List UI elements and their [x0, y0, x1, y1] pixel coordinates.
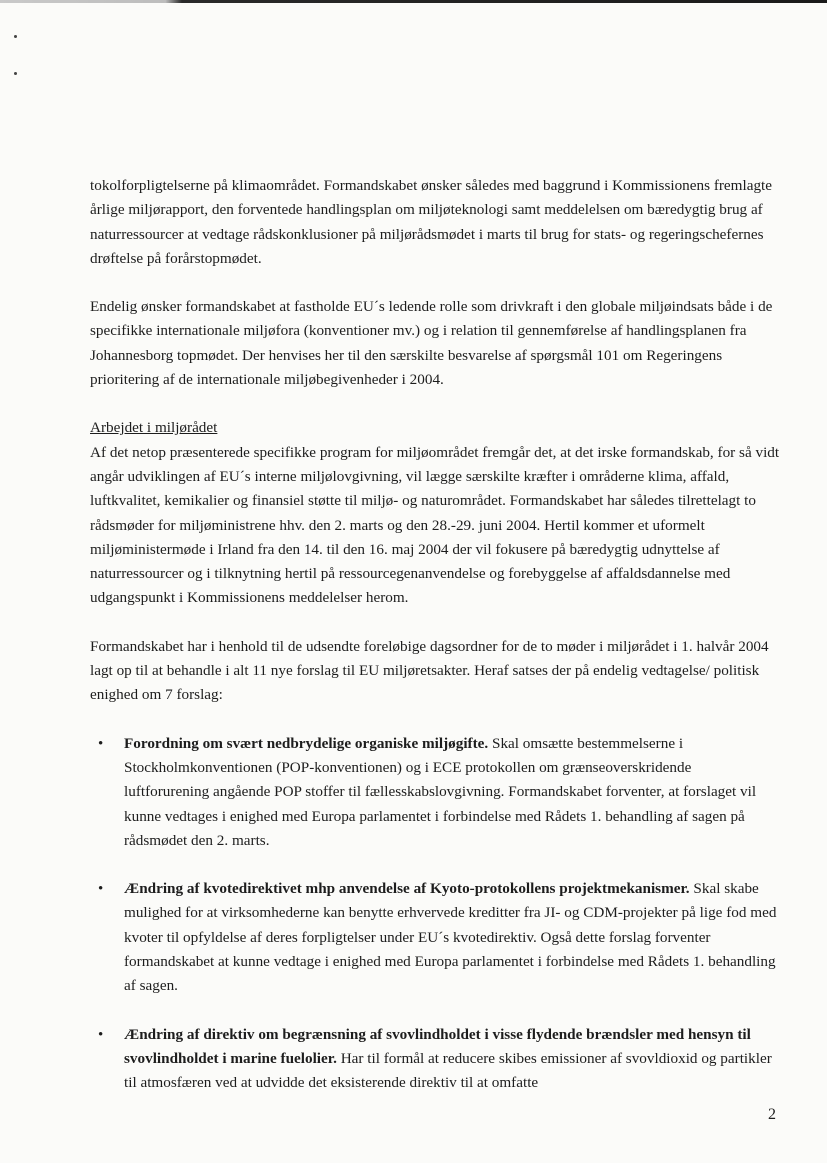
- section-intro: Formandskabet har i henhold til de udsendte foreløbige dagsordner for de to møder i miljørådet i 1. halvår 2004 lagt op til at behandle i alt 11 nye forslag til EU miljøretsakter. Heraf satses der på endelig vedtagelse/ politisk enighed om 7 forslag:: [90, 637, 769, 704]
- list-item-text: Skal omsætte bestemmelserne i Stockholmkonventionen (POP-konventionen) og i ECE protokollen om grænseoverskridende luftforurening angående POP stoffer til fællesskabslovgivning. Formandskabet forventer, at forslaget vil kunne vedtages i enighed med Europa parlamentet i forbindelse med Rådets 1. behandling af sagen på rådsmødet den 2. marts.: [124, 734, 757, 849]
- list-item-title: Ændring af kvotedirektivet mhp anvendelse af Kyoto-protokollens projektmekanismer.: [124, 880, 690, 898]
- scan-top-edge: [0, 0, 827, 3]
- list-item-title: Ændring af direktiv om begrænsning af svovlindholdet i visse flydende brændsler med hensyn til svovlindholdet i marine fuelolier.: [124, 1025, 751, 1067]
- paragraph-1: tokolforpligtelserne på klimaområdet. Formandskabet ønsker således med baggrund i Kommissionens fremlagte årlige miljørapport, den forventede handlingsplan om miljøteknologi samt meddelelsen om bæredygtig brug af naturressourcer at vedtage rådskonklusioner på miljørådsmødet i marts til brug for stats- og regeringschefernes drøftelse på forårstopmødet.: [90, 177, 773, 267]
- section-heading: Arbejdet i miljørådet: [90, 419, 218, 437]
- scan-speck: [14, 35, 17, 38]
- page-number: 2: [768, 1106, 776, 1123]
- section-body: Af det netop præsenterede specifikke program for miljøområdet fremgår det, at det irske formandskab, for så vidt angår udviklingen af EU´s interne miljølovgivning, vil lægge særskilte kræfter i områderne klima, affald, luftkvalitet, kemikalier og finansiel støtte til miljø- og naturområdet. Formandskabet har således tilrettelagt to rådsmøder for miljøministrene hhv. den 2. marts og den 28.-29. juni 2004. Hertil kommer et uformelt miljøministermøde i Irland fra den 14. til den 16. maj 2004 der vil fokusere på bæredygtig udnyttelse af naturressourcer og i tilknytning hertil på ressourcegenanvendelse og forebyggelse af affaldsdannelse med udgangspunkt i Kommissionens meddelelser herom.: [90, 443, 780, 607]
- bullet-icon: •: [98, 735, 104, 752]
- list-item: [90, 1023, 780, 1096]
- proposal-list: [90, 732, 780, 1096]
- list-item: [90, 877, 780, 998]
- list-item-text: Skal skabe mulighed for at virksomhederne kan benytte erhvervede kreditter fra JI- og CDM-projekter på lige fod med kvoter til opfyldelse af deres forpligtelser under EU´s kvotedirektiv. Også dette forslag forventer formandskabet at kunne vedtage i enighed med Europa parlamentet i forbindelse med Rådets 1. behandling af sagen.: [124, 880, 777, 995]
- bullet-icon: •: [98, 1026, 104, 1043]
- document-page: [90, 174, 780, 1120]
- list-item-text: Har til formål at reducere skibes emissioner af svovldioxid og partikler til atmosfæren ved at udvidde det eksisterende direktiv til at omfatte: [124, 1049, 772, 1092]
- list-item: [90, 732, 780, 853]
- list-item-title: Forordning om svært nedbrydelige organiske miljøgifte.: [124, 734, 489, 752]
- scan-speck: [14, 72, 17, 75]
- bullet-icon: •: [98, 881, 104, 898]
- paragraph-2: Endelig ønsker formandskabet at fastholde EU´s ledende rolle som drivkraft i den globale miljøindsats både i de specifikke internationale miljøfora (konventioner mv.) og i relation til gennemførelse af handlingsplanen fra Johannesborg topmødet. Der henvises her til den særskilte besvarelse af spørgsmål 101 om Regeringens prioritering af de internationale miljøbegivenheder i 2004.: [90, 298, 773, 389]
